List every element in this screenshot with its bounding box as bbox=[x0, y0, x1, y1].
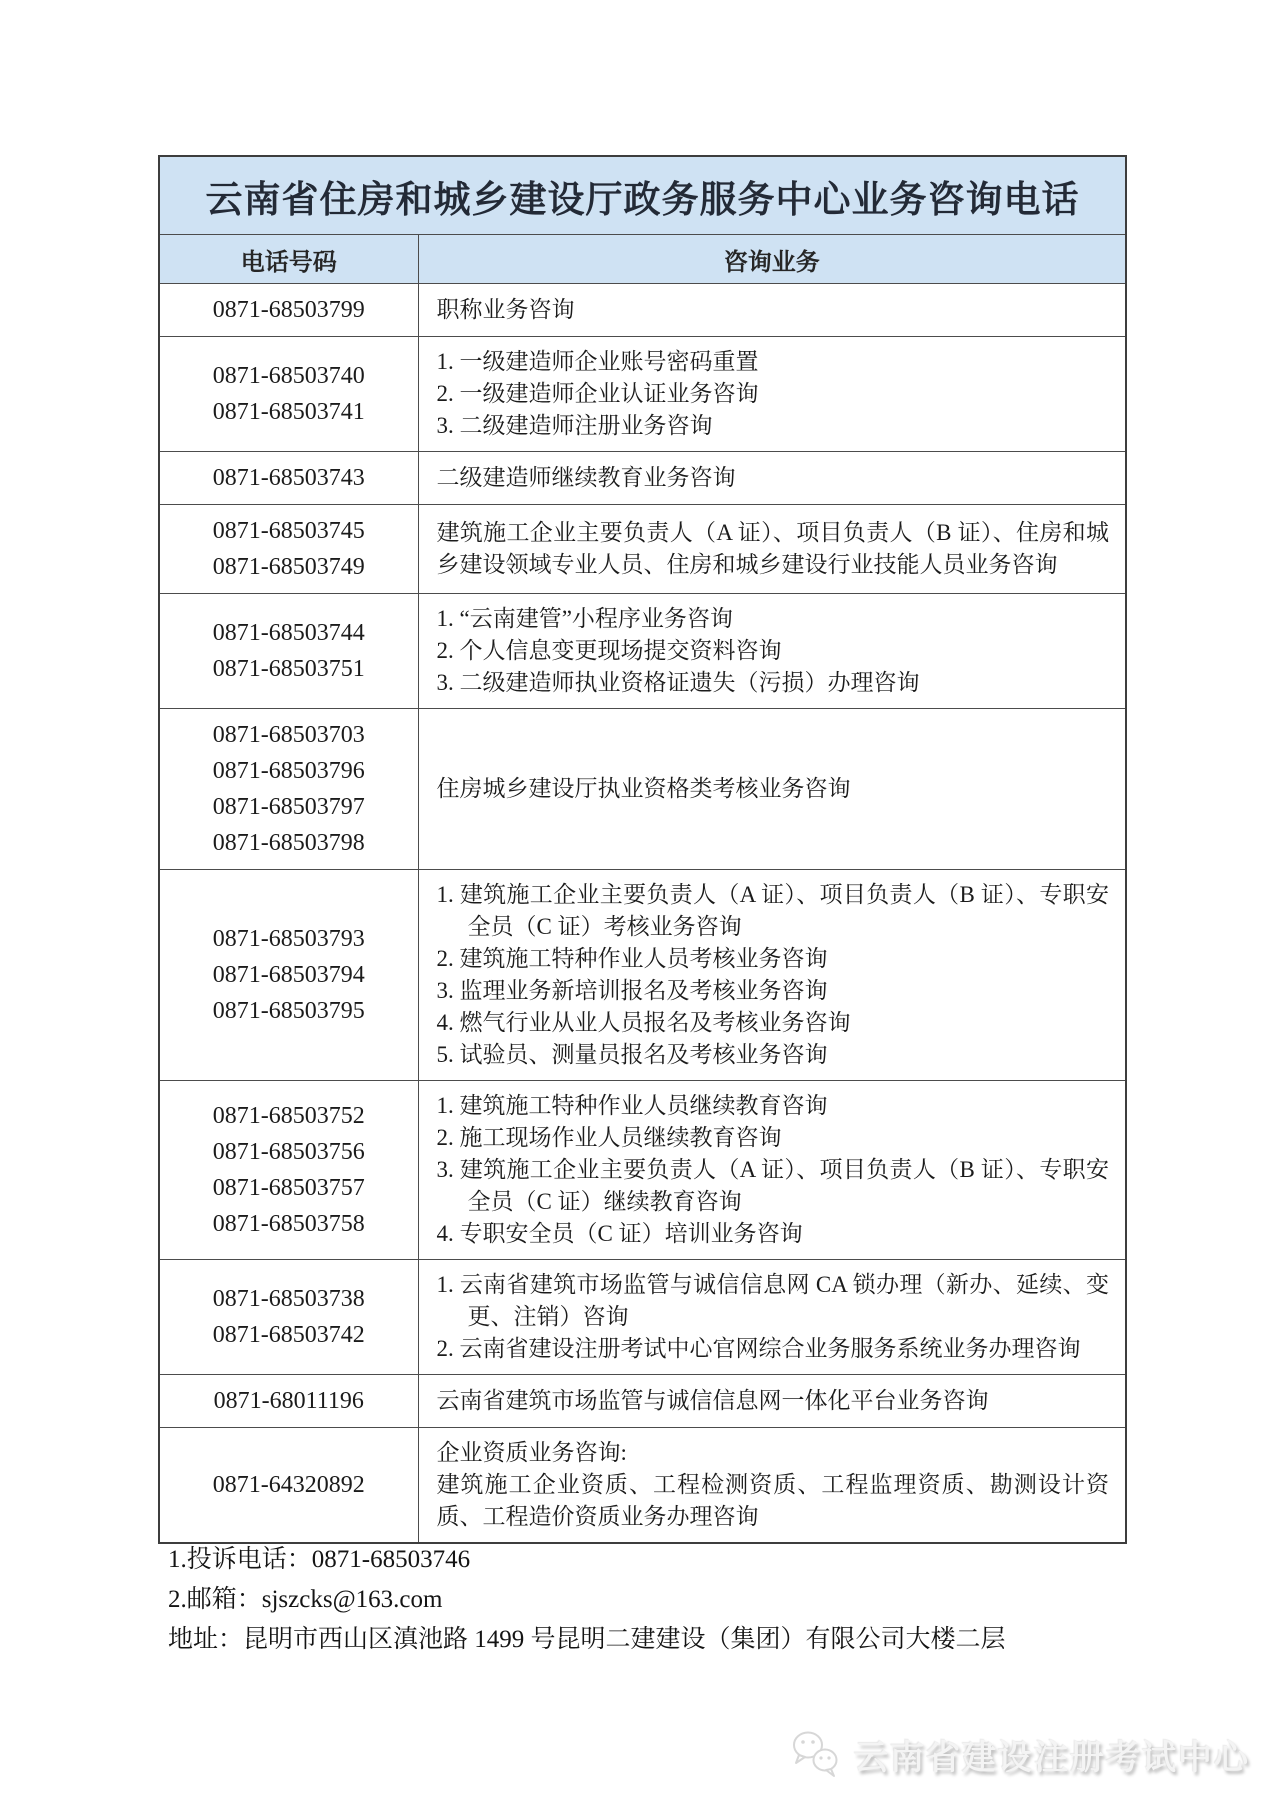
phone-number: 0871-68503740 bbox=[212, 363, 365, 389]
service-line: 建筑施工企业资质、工程检测资质、工程监理资质、勘测设计资质、工程造价资质业务办理咨询 bbox=[436, 1472, 1109, 1529]
phone-number: 0871-68503744 bbox=[212, 620, 365, 646]
service-cell bbox=[418, 594, 1126, 709]
service-cell bbox=[418, 452, 1126, 505]
service-line: 2. 一级建造师企业认证业务咨询 bbox=[436, 381, 759, 406]
service-line: 3. 建筑施工企业主要负责人（A 证）、项目负责人（B 证）、专职安全员（C 证）继续教育咨询 bbox=[436, 1157, 1109, 1214]
service-line: 建筑施工企业主要负责人（A 证）、项目负责人（B 证）、住房和城乡建设领域专业人员、住房和城乡建设行业技能人员业务咨询 bbox=[436, 520, 1109, 577]
phone-cell bbox=[159, 452, 418, 505]
phone-cell bbox=[159, 1428, 418, 1544]
service-line: 3. 二级建造师执业资格证遗失（污损）办理咨询 bbox=[436, 670, 920, 695]
table-row bbox=[159, 709, 1126, 870]
phone-cell bbox=[159, 594, 418, 709]
service-line: 云南省建筑市场监管与诚信信息网一体化平台业务咨询 bbox=[436, 1388, 989, 1413]
table-row bbox=[159, 452, 1126, 505]
service-line: 2. 个人信息变更现场提交资料咨询 bbox=[436, 638, 782, 663]
phone-number: 0871-68503749 bbox=[212, 554, 365, 580]
phone-number: 0871-68503793 bbox=[212, 926, 365, 952]
phone-number: 0871-68503796 bbox=[212, 758, 365, 784]
service-line: 4. 燃气行业从业人员报名及考核业务咨询 bbox=[436, 1010, 851, 1035]
service-line: 1. 一级建造师企业账号密码重置 bbox=[436, 349, 759, 374]
phone-cell bbox=[159, 505, 418, 594]
table-title-row bbox=[159, 156, 1126, 235]
table-row bbox=[159, 870, 1126, 1081]
service-line: 1. 建筑施工特种作业人员继续教育咨询 bbox=[436, 1093, 828, 1118]
phone-number: 0871-68503797 bbox=[212, 794, 365, 820]
phone-number: 0871-68503751 bbox=[212, 656, 365, 682]
phone-number: 0871-68503795 bbox=[212, 998, 365, 1024]
phone-number: 0871-68503743 bbox=[212, 465, 365, 491]
phone-number: 0871-68503794 bbox=[212, 962, 365, 988]
table-row bbox=[159, 1081, 1126, 1260]
phone-cell bbox=[159, 709, 418, 870]
service-cell bbox=[418, 709, 1126, 870]
service-line: 2. 云南省建设注册考试中心官网综合业务服务系统业务办理咨询 bbox=[436, 1336, 1081, 1361]
service-line: 1. “云南建管”小程序业务咨询 bbox=[436, 606, 733, 631]
phone-cell bbox=[159, 337, 418, 452]
service-line: 4. 专职安全员（C 证）培训业务咨询 bbox=[436, 1221, 803, 1246]
phone-number: 0871-68503745 bbox=[212, 518, 365, 544]
service-line: 5. 试验员、测量员报名及考核业务咨询 bbox=[436, 1042, 828, 1067]
watermark-text: 云南省建设注册考试中心 bbox=[854, 1738, 1250, 1777]
table-row bbox=[159, 594, 1126, 709]
phone-number: 0871-68503798 bbox=[212, 830, 365, 856]
table-row bbox=[159, 1260, 1126, 1375]
service-cell bbox=[418, 1081, 1126, 1260]
footer-line: 地址：昆明市西山区滇池路 1499 号昆明二建建设（集团）有限公司大楼二层 bbox=[168, 1626, 1006, 1653]
service-cell bbox=[418, 1260, 1126, 1375]
phone-cell bbox=[159, 1375, 418, 1428]
footer-line: 2.邮箱：sjszcks@163.com bbox=[168, 1586, 443, 1613]
table-row bbox=[159, 337, 1126, 452]
service-line: 1. 云南省建筑市场监管与诚信信息网 CA 锁办理（新办、延续、变更、注销）咨询 bbox=[436, 1272, 1109, 1329]
phone-number: 0871-68503756 bbox=[212, 1139, 365, 1165]
phone-number: 0871-68503799 bbox=[212, 297, 365, 323]
service-cell bbox=[418, 870, 1126, 1081]
service-line: 1. 建筑施工企业主要负责人（A 证）、项目负责人（B 证）、专职安全员（C 证）考核业务咨询 bbox=[436, 882, 1109, 939]
phone-number: 0871-68503752 bbox=[212, 1103, 365, 1129]
phone-number: 0871-68011196 bbox=[213, 1388, 364, 1414]
watermark bbox=[788, 1726, 1250, 1782]
table-row bbox=[159, 505, 1126, 594]
table-body bbox=[159, 284, 1126, 1544]
column-header-service: 咨询业务 bbox=[418, 235, 1126, 284]
column-header-phone: 电话号码 bbox=[159, 235, 418, 284]
phone-number: 0871-68503742 bbox=[212, 1322, 365, 1348]
phone-cell bbox=[159, 870, 418, 1081]
footer-line: 1.投诉电话：0871-68503746 bbox=[168, 1546, 471, 1573]
service-cell bbox=[418, 1375, 1126, 1428]
table-row bbox=[159, 1375, 1126, 1428]
phone-cell bbox=[159, 1081, 418, 1260]
service-line: 职称业务咨询 bbox=[436, 297, 575, 322]
service-line: 企业资质业务咨询: bbox=[436, 1440, 627, 1465]
phone-number: 0871-68503738 bbox=[212, 1286, 365, 1312]
phone-directory-table bbox=[158, 155, 1127, 1544]
table-row bbox=[159, 284, 1126, 337]
service-cell bbox=[418, 337, 1126, 452]
phone-number: 0871-68503741 bbox=[212, 399, 365, 425]
service-line: 3. 监理业务新培训报名及考核业务咨询 bbox=[436, 978, 828, 1003]
phone-number: 0871-68503757 bbox=[212, 1175, 365, 1201]
phone-number: 0871-68503758 bbox=[212, 1211, 365, 1237]
page-title: 云南省住房和城乡建设厅政务服务中心业务咨询电话 bbox=[159, 156, 1126, 235]
table-row bbox=[159, 1428, 1126, 1544]
service-line: 二级建造师继续教育业务咨询 bbox=[436, 465, 736, 490]
service-line: 3. 二级建造师注册业务咨询 bbox=[436, 413, 713, 438]
table-header-row bbox=[159, 235, 1126, 284]
service-line: 2. 施工现场作业人员继续教育咨询 bbox=[436, 1125, 782, 1150]
phone-cell bbox=[159, 284, 418, 337]
service-line: 2. 建筑施工特种作业人员考核业务咨询 bbox=[436, 946, 828, 971]
service-line: 住房城乡建设厅执业资格类考核业务咨询 bbox=[436, 776, 851, 801]
wechat-icon bbox=[788, 1726, 844, 1782]
phone-number: 0871-68503703 bbox=[212, 722, 365, 748]
phone-number: 0871-64320892 bbox=[212, 1472, 365, 1498]
service-cell bbox=[418, 505, 1126, 594]
service-cell bbox=[418, 1428, 1126, 1544]
service-cell bbox=[418, 284, 1126, 337]
footer-notes bbox=[168, 1540, 1006, 1660]
phone-cell bbox=[159, 1260, 418, 1375]
